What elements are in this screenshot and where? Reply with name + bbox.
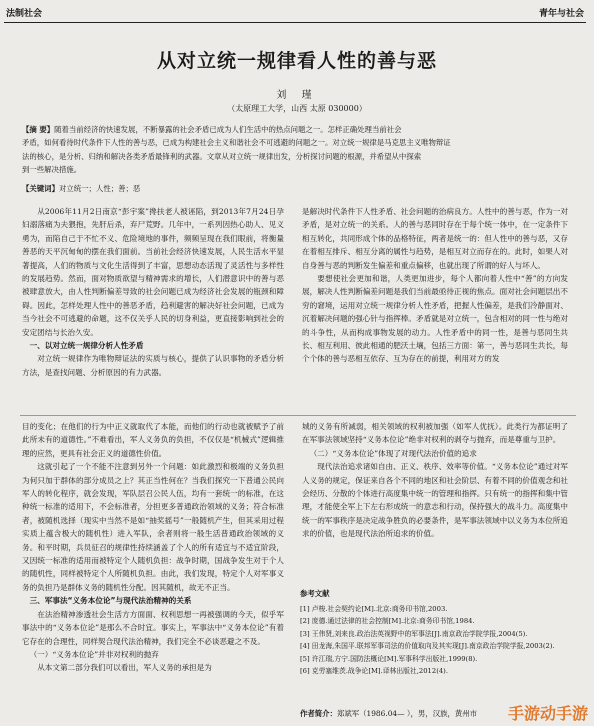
body-paragraph: 从本文第二部分我们可以看出，军人义务的承担是为 xyxy=(37,663,212,673)
references xyxy=(300,588,568,678)
abstract-line: 法的核心，是分析、归纳和解决各类矛盾最锋利的武器。文章从对立统一规律出发，分析探讨问题的根源，并希望从中探索 xyxy=(22,151,422,161)
header-rule xyxy=(4,22,586,23)
reference-item: [5] 许江瑞,方宁.国防法概论[M].军事科学出版社,1999(8). xyxy=(300,654,478,663)
body-paragraph: 对立统一规律作为唯物辩证法的实质与核心，提供了认识事物的矛盾分析方法，是查找问题、分析原因的有力武器。 xyxy=(22,354,284,377)
header-right: 青年与社会 xyxy=(538,9,584,19)
section-heading: 三、军事法“义务本位论”与现代法治精神的关系 xyxy=(29,596,192,606)
reference-item: [4] 田龙海,朱国平.联邦军事司法的价值取向及其实现[J].南京政治学院学报,2003(2). xyxy=(300,642,555,650)
keywords xyxy=(22,183,572,194)
running-header xyxy=(6,6,584,20)
about-author-label: 作者简介： xyxy=(300,709,337,718)
article-author: 刘 瑾 xyxy=(276,90,318,101)
keywords-text: 对立统一；人性；善；恶 xyxy=(58,184,141,193)
body-paragraph: 在法治精神渗透社会生活方方面面、权利思想一再被强调的今天，似乎军事法中的“义务本位论”是那么不合时宜。事实上，军事法中“义务本位论”有着它存在的合理性，同样契合现代法治精神，我们完全不必谈恶避之不及。 xyxy=(22,609,284,646)
reference-item: [6] 克劳塞维茨.战争论[M].译林出版社,2012(4). xyxy=(300,667,448,675)
body-paragraph: 现代法治追求诸如自由、正义、秩序、效率等价值。“义务本位论”通过对军人义务的规定，保证来自各个不同的地区和社会阶层、有着不同的价值观念和社会经历、分散的个体进行高度集中统一的管理和指挥。只有统一的指挥和集中管理，才能使全军上下左右形成统一的意志和行动，保持强大的战斗力。高度集中统一的军事秩序是决定战争胜负的必要条件，是军事法领域中以义务为本位所追求的价值，也是现代法治所追求的价值。 xyxy=(302,462,568,539)
reference-item: [3] 王伟贤,刘来良.政治法英视野中的军事法[J].南京政治学院学报,2004(5). xyxy=(300,629,528,638)
article-title: 从对立统一规律看人性的善与恶 xyxy=(156,50,437,72)
body-column-top-left xyxy=(22,205,284,411)
body-paragraph: 目的变化；在他们的行为中正义就取代了本能，而他们的行动也就被赋予了前此所未有的道德性。”不难看出，军人义务负的负担，不仅仅是“机械式”逻辑推理的应然，更具有社会正义的道德性价值。 xyxy=(22,422,284,458)
subsection-heading: （二）“义务本位论”体现了对现代法治价值的追求 xyxy=(309,448,477,458)
reference-item: [2] 庞德.通过法律的社会控制[M].北京:商务印书馆,1984. xyxy=(300,617,475,625)
abstract-line: 矛盾，如何看待时代条件下人性的善与恶，已成为构建社会主义和谐社会不可逃避的问题之一。对立统一规律是马克思主义唯物辩证 xyxy=(22,138,451,148)
references-title: 参考文献 xyxy=(300,589,330,598)
abstract-line: 随着当前经济的快速发展，不断暴露的社会矛盾已成为人们生活中的热点问题之一。怎样正确处理当前社会 xyxy=(54,125,402,134)
body-paragraph: 这就引起了一个不能不注意到另外一个问题：如此激烈和极端的义务负担为何只加于群体的部分成员之上？其正当性何在？当我们探究一下普通公民向军人的转化程序，就会发现，军队层召公民人伍，均有一套统一的标准，在这种统一标准的适用下，不会标准者，分担更多普通政治领域的义务；符合标准者，被随机选择（现实中当然不是如“抽奖摇号”一般随机产生，但其采用过程实质上蕴含极大的随机性）进入军队，余者则将一般生活普通政治领域的义务。和平时期，兵员征召的规律性持续涵盖了个人的所有适宜与不适宜阶段，又因统一标准的适用而被特定个人随机负担：战争时期，国战争发生对于个人的随机性，同样被特定个人所随机负担。由此，我们发现，特定个人对军事义务的负担乃是群体义务的随机性分配。因其随机，故无不正当。 xyxy=(22,462,284,592)
body-paragraph: 从2006年11月2日南京“彭宇案”搀扶老人被诬陷，到2013年7月24日孕妇溺落痛为夫猥抱，先肝后杀，弃尸荒野。几年中，一系列因热心助人、见义勇为，而陷自己于不忙不义、危险境地的事件，频频呈现在我们眼前，将衡量善恶的天平沉甸甸的摆在我们面前。当前社会经济快速发展，人民生活水平显著提高，人们的物质与文化生活得到了丰富，思想动态活现了灵活性与多样性的发展趋势。然而，面对物质欲望与精神需求的增长，人们潜意识中的善与恶被肆意放大，由人性判断偏差导致的社会问题已成为经济社会发展的瓶颈和障碍。因此，怎样处理人性中的善恶矛盾，趋利避害的解决好社会问题，已成为当今社会不可逃避的命题，这不仅关乎人民的切身利益，更直接影响到社会的安定团结与长治久安。 xyxy=(22,207,284,337)
header-left: 法制社会 xyxy=(6,9,43,19)
body-column-bottom-right xyxy=(302,420,568,582)
keywords-label: 【关键词】 xyxy=(22,184,59,193)
reference-item: [1] 卢梭.社会契约论[M].北京:商务印书馆,2003. xyxy=(300,604,448,613)
article-affiliation: （太原理工大学，山西 太原 030000） xyxy=(227,104,367,113)
body-column-top-right xyxy=(302,205,568,411)
subsection-heading: （一）“义务本位论”并非对权利的抛弃 xyxy=(29,649,159,659)
abstract xyxy=(22,123,572,176)
abstract-label: 【摘 要】 xyxy=(22,125,55,134)
about-author-text: 郑斌军（1986.04— ），男，汉族，黄州市 xyxy=(336,709,478,718)
body-paragraph: 是解决时代条件下人性矛盾、社会问题的治病良方。人性中的善与恶，作为一对矛盾，是对立统一的关系。人的善与恶同时存在于每个统一体中，在一定条件下相互转化，共同形成个体的品格特征，两者是统一的：但人性中的善与恶，又存在着相互排斥、相互分离的属性与趋势，是相互对立而存在的。此时，如果人对自身善与恶的判断发生偏差和重点偏移，也就出现了所谓的好人与坏人。 xyxy=(302,207,568,270)
body-column-bottom-left xyxy=(22,420,284,720)
body-paragraph: 要想使社会更加和谐，人类更加进步，每个人都向着人性中“善”的方向发展，解决人性判断偏差问题是我们当前最亟待正视的焦点。面对社会问题层出不穷的窘境，运用对立统一规律分析人性矛盾，把握人性偏差，是我们冷静面对、沉着解决问题的强心针与指挥棒。矛盾就是对立统一，包含相对的同一性与绝对的斗争性，从而构成事物发展的动力。人性矛盾中的同一性，是善与恶同生共长、相互利用、彼此相通的肥沃土壤，包括三方面：第一，善与恶同生共长，每个个体的善与恶相互依存、互为存在的前提，利用对方的发 xyxy=(302,274,568,364)
abstract-line: 到一些解决措施。 xyxy=(22,164,82,174)
page-divider xyxy=(20,415,576,416)
section-heading: 一、以对立统一规律分析人性矛盾 xyxy=(29,341,144,351)
watermark-logo: 手游动手游 xyxy=(507,704,588,723)
body-paragraph: 城的义务有所减弱，相关领域的权利被加强（如军人优抚）。此类行为都证明了在军事法领域坚持“义务本位论”绝非对权利的剥夺与抛弃，而是尊重与卫护。 xyxy=(302,422,568,445)
